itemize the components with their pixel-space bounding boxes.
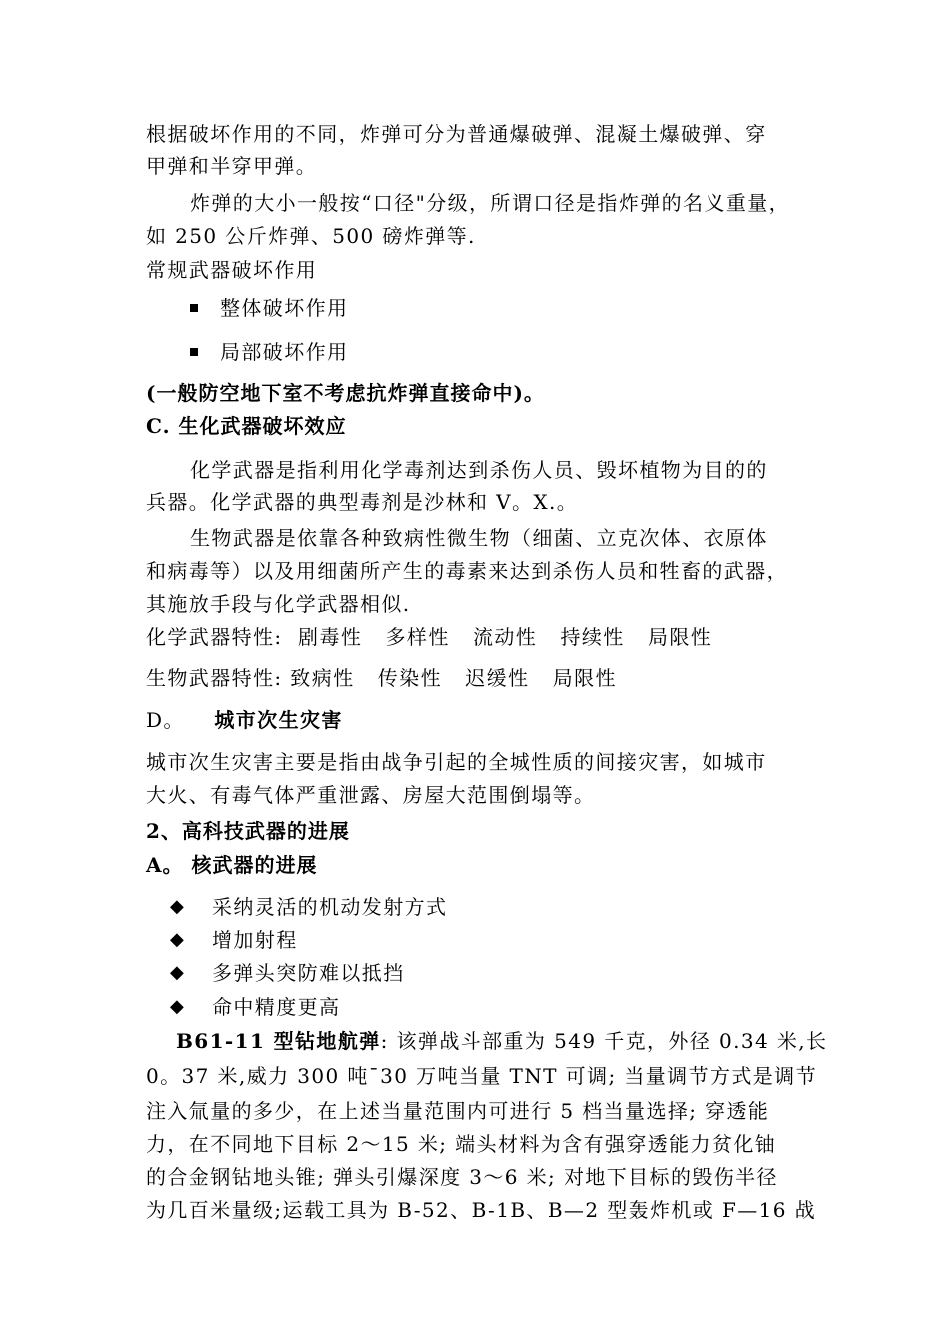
diamond-item: 增加射程 (212, 928, 298, 952)
square-bullet-icon (190, 304, 198, 312)
heading-d-prefix: D。 (146, 708, 185, 732)
diamond-item: 多弹头突防难以抵挡 (212, 961, 405, 985)
bullet-item: 整体破坏作用 (220, 296, 349, 320)
square-bullet-icon (190, 348, 198, 356)
diamond-bullet-icon: ◆ (170, 996, 184, 1017)
section-heading-d (146, 705, 816, 735)
b61-label: B61-11 型钻地航弹 (176, 1029, 381, 1053)
paragraph-line: 城市次生灾害主要是指由战争引起的全城性质的间接灾害，如城市 (146, 750, 767, 774)
diamond-item: 采纳灵活的机动发射方式 (212, 895, 448, 919)
section-heading-2: 2、高科技武器的进展 (146, 819, 350, 843)
bullet-item: 局部破坏作用 (220, 340, 349, 364)
diamond-bullet-icon: ◆ (170, 929, 184, 950)
paragraph-line: 甲弹和半穿甲弹。 (146, 154, 318, 178)
paragraph-line: 化学武器是指利用化学毒剂达到杀伤人员、毁坏植物为目的的 (190, 458, 768, 482)
diamond-bullet-icon: ◆ (170, 896, 184, 917)
note-line: (一般防空地下室不考虑抗炸弹直接命中)。 (146, 381, 545, 405)
section-heading-a: A。 核武器的进展 (146, 853, 318, 877)
section-heading-c: C. 生化武器破坏效应 (146, 414, 347, 438)
paragraph-line: 为几百米量级;运载工具为 B-52、B-1B、B—2 型轰炸机或 F—16 战 (146, 1198, 817, 1222)
section-label: 常规武器破坏作用 (146, 258, 318, 282)
paragraph-line: 的合金钢钻地头锥; 弹头引爆深度 3～6 米; 对地下目标的毁伤半径 (146, 1165, 778, 1189)
paragraph-line: 力，在不同地下目标 2～15 米; 端头材料为含有强穿透能力贫化铀 (146, 1132, 777, 1156)
paragraph-line: 如 250 公斤炸弹、500 磅炸弹等. (146, 224, 476, 248)
paragraph-line: 其施放手段与化学武器相似. (146, 592, 411, 616)
paragraph-line: 炸弹的大小一般按“口径"分级，所谓口径是指炸弹的名义重量， (190, 191, 791, 215)
heading-d-title: 城市次生灾害 (214, 708, 343, 732)
paragraph-line: 0。37 米,威力 300 吨¯30 万吨当量 TNT 可调; 当量调节方式是调节 (146, 1064, 817, 1088)
chem-properties-line: 化学武器特性: 剧毒性 多样性 流动性 持续性 局限性 (146, 625, 713, 649)
paragraph-line: 根据破坏作用的不同，炸弹可分为普通爆破弹、混凝土爆破弹、穿 (146, 122, 767, 146)
b61-description: : 该弹战斗部重为 549 千克，外径 0.34 米,长 (380, 1029, 828, 1053)
diamond-item: 命中精度更高 (212, 995, 341, 1019)
diamond-bullet-icon: ◆ (170, 962, 184, 983)
paragraph-line: 和病毒等）以及用细菌所产生的毒素来达到杀伤人员和牲畜的武器， (146, 559, 788, 583)
bio-properties-line: 生物武器特性: 致病性 传染性 迟缓性 局限性 (146, 666, 617, 690)
paragraph-line: 注入氚量的多少，在上述当量范围内可进行 5 档当量选择; 穿透能 (146, 1099, 770, 1123)
b61-paragraph-line (176, 1026, 846, 1056)
paragraph-line: 兵器。化学武器的典型毒剂是沙林和 V。X.。 (146, 490, 579, 514)
paragraph-line: 大火、有毒气体严重泄露、房屋大范围倒塌等。 (146, 783, 596, 807)
paragraph-line: 生物武器是依靠各种致病性微生物（细菌、立克次体、衣原体 (190, 526, 768, 550)
